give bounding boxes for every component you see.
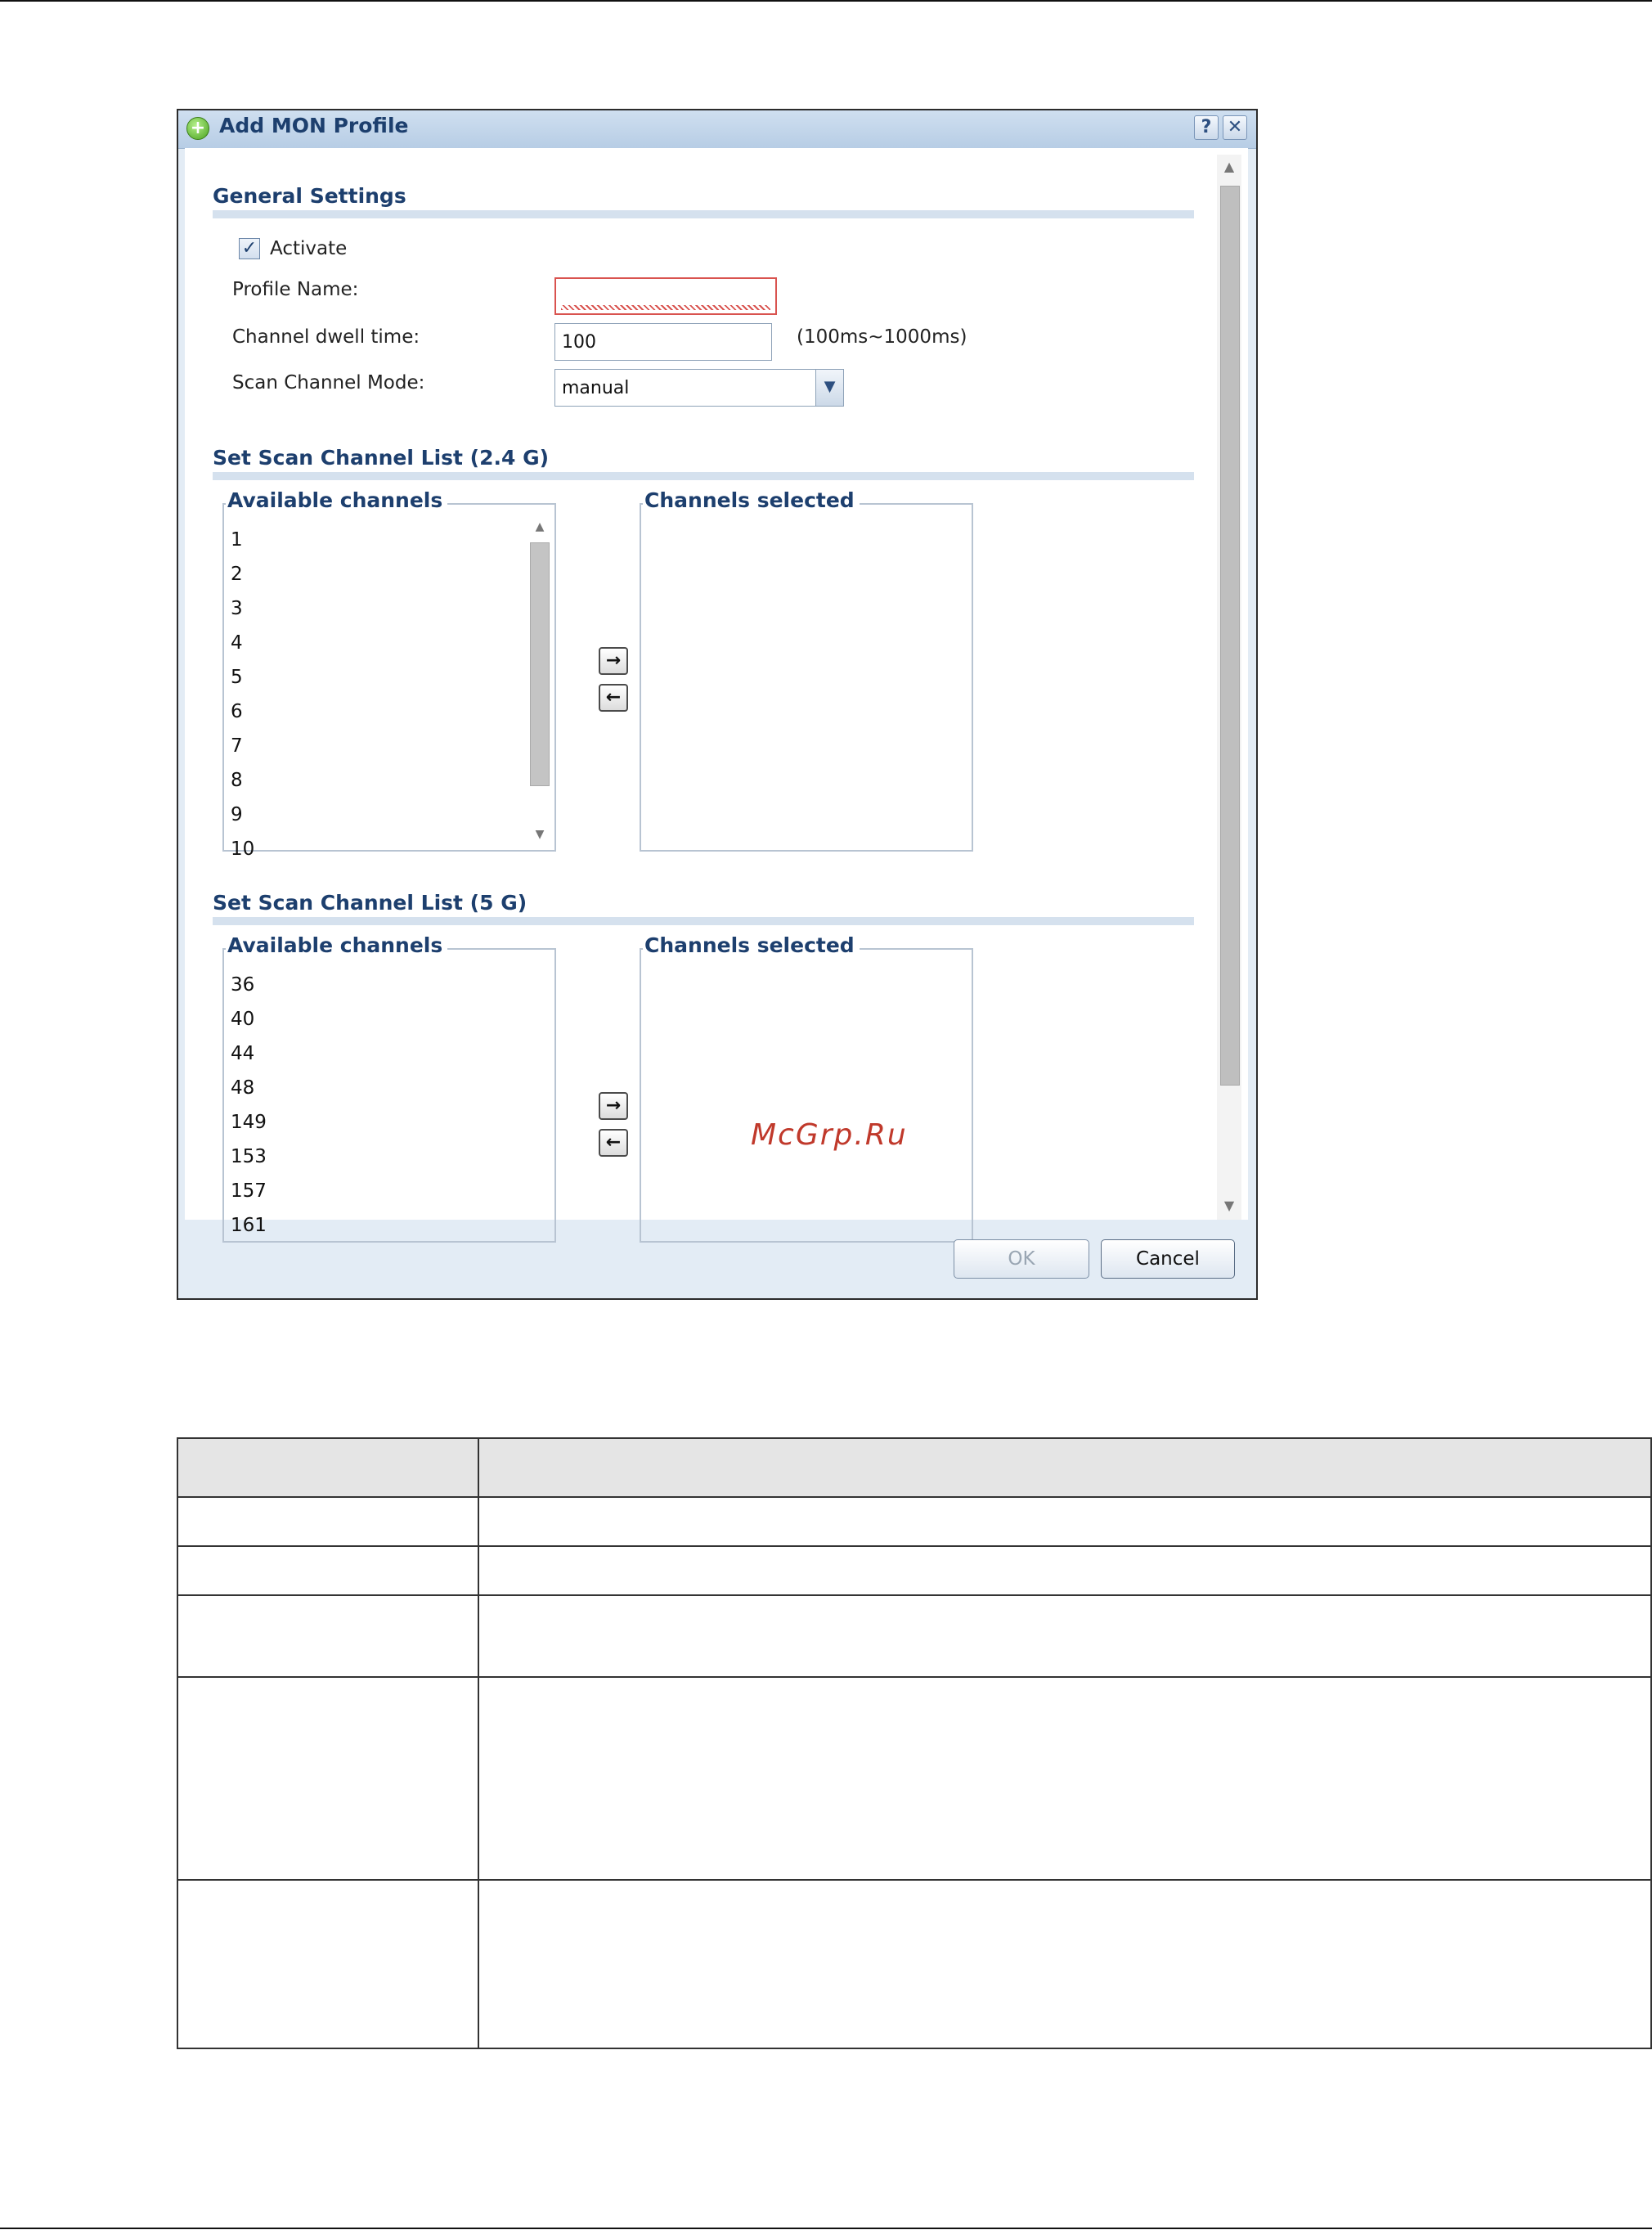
scan-mode-select[interactable] — [554, 369, 844, 407]
available-channels-24-legend: Available channels — [226, 488, 447, 512]
dialog-title: Add MON Profile — [219, 114, 409, 137]
activate-label: Activate — [270, 238, 348, 259]
dialog-body — [185, 148, 1248, 1236]
profile-name-label: Profile Name: — [232, 279, 359, 300]
available-channels-24-list[interactable] — [229, 523, 525, 860]
channel-list-item[interactable]: 48 — [231, 1077, 255, 1099]
table-row — [177, 1880, 1651, 2048]
channel-list-item[interactable]: 5 — [231, 667, 243, 688]
scan-mode-value: manual — [562, 378, 630, 398]
channel-list-item[interactable]: 153 — [231, 1146, 267, 1167]
channel-list-item[interactable]: 157 — [231, 1180, 267, 1202]
scroll-thumb[interactable] — [1220, 186, 1240, 1086]
cancel-button[interactable]: Cancel — [1101, 1239, 1235, 1279]
page-bottom-rule — [0, 2228, 1652, 2229]
section-divider — [213, 472, 1194, 480]
channel-list-item[interactable]: 161 — [231, 1215, 267, 1236]
description-table — [177, 1437, 1652, 2049]
list-scrollbar[interactable] — [528, 516, 551, 845]
available-channels-5-list[interactable] — [229, 968, 525, 1241]
ok-button[interactable]: OK — [954, 1239, 1089, 1279]
scroll-up-icon[interactable]: ▲ — [535, 520, 545, 533]
channel-list-item[interactable]: 2 — [231, 564, 243, 585]
add-icon: + — [186, 117, 209, 140]
chevron-down-icon[interactable]: ▼ — [815, 370, 843, 406]
channel-list-item[interactable]: 36 — [231, 974, 255, 996]
channel-list-item[interactable]: 7 — [231, 735, 243, 757]
available-channels-24-box — [222, 488, 556, 860]
validation-underline — [561, 305, 770, 310]
channel-list-item[interactable]: 3 — [231, 598, 243, 619]
table-header-cell — [177, 1438, 478, 1497]
channel-list-item[interactable]: 149 — [231, 1112, 267, 1133]
table-header-cell — [478, 1438, 1651, 1497]
dwell-time-hint: (100ms~1000ms) — [797, 326, 967, 348]
scroll-down-icon[interactable]: ▼ — [535, 828, 545, 841]
table-row — [177, 1677, 1651, 1880]
close-button[interactable]: ✕ — [1223, 115, 1247, 140]
scroll-thumb[interactable] — [530, 542, 550, 786]
dialog-titlebar[interactable] — [178, 110, 1256, 149]
watermark-text: McGrp.Ru — [751, 1118, 908, 1152]
profile-name-input[interactable] — [554, 277, 777, 315]
table-row — [177, 1546, 1651, 1595]
dialog-scrollbar[interactable] — [1217, 155, 1241, 1220]
selected-channels-24-box[interactable] — [640, 488, 973, 852]
page-top-rule — [0, 0, 1652, 2]
selected-channels-5-box[interactable] — [640, 933, 973, 1243]
add-mon-profile-dialog — [177, 109, 1258, 1300]
remove-channel-button[interactable]: ← — [599, 684, 628, 712]
channel-list-item[interactable]: 10 — [231, 838, 255, 860]
dwell-time-input[interactable] — [554, 323, 772, 361]
table-header-row — [177, 1438, 1651, 1497]
selected-channels-24-legend: Channels selected — [643, 488, 860, 512]
channel-list-item[interactable]: 9 — [231, 804, 243, 825]
selected-channels-5-legend: Channels selected — [643, 933, 860, 957]
channel-list-item[interactable]: 1 — [231, 529, 243, 551]
available-channels-5-legend: Available channels — [226, 933, 447, 957]
channel-list-item[interactable]: 8 — [231, 770, 243, 791]
section-divider — [213, 210, 1194, 218]
activate-checkbox[interactable]: ✓ — [239, 238, 260, 259]
channel-list-item[interactable]: 40 — [231, 1009, 255, 1030]
channel-list-item[interactable]: 4 — [231, 632, 243, 654]
general-settings-title: General Settings — [213, 184, 406, 208]
available-channels-5-box — [222, 933, 556, 1243]
dwell-time-label: Channel dwell time: — [232, 326, 420, 348]
section-divider — [213, 917, 1194, 925]
add-channel-button[interactable]: → — [599, 647, 628, 675]
dwell-time-value: 100 — [562, 332, 596, 353]
remove-channel-button[interactable]: ← — [599, 1129, 628, 1157]
list5-title: Set Scan Channel List (5 G) — [213, 891, 527, 915]
table-row — [177, 1595, 1651, 1677]
scroll-up-icon[interactable]: ▲ — [1223, 159, 1235, 174]
table-row — [177, 1497, 1651, 1546]
channel-list-item[interactable]: 6 — [231, 701, 243, 722]
add-channel-button[interactable]: → — [599, 1092, 628, 1120]
help-button[interactable]: ? — [1194, 115, 1219, 140]
list24-title: Set Scan Channel List (2.4 G) — [213, 446, 550, 470]
scan-mode-label: Scan Channel Mode: — [232, 372, 425, 393]
scroll-down-icon[interactable]: ▼ — [1223, 1198, 1235, 1213]
channel-list-item[interactable]: 44 — [231, 1043, 255, 1064]
